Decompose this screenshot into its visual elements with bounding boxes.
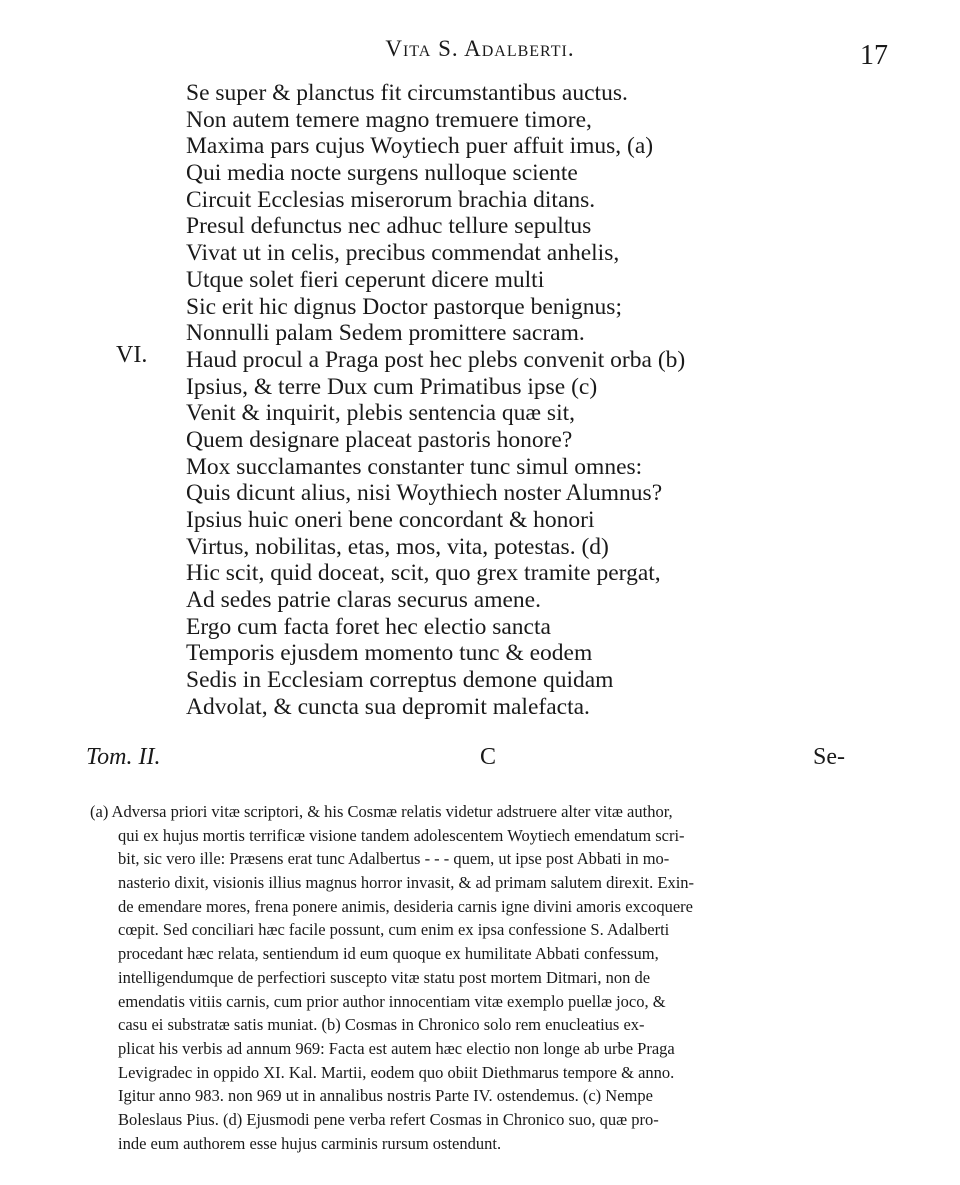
footnote-line: Igitur anno 983. non 969 ut in annalibus nostris Parte IV. ostendemus. (c) Nempe bbox=[118, 1086, 653, 1106]
poem-line: Ipsius huic oneri bene concordant & honori bbox=[186, 507, 595, 533]
footnote-line: bit, sic vero ille: Præsens erat tunc Adalbertus - - - quem, ut ipse post Abbati in mo- bbox=[118, 849, 670, 869]
footnote-line: Boleslaus Pius. (d) Ejusmodi pene verba refert Cosmas in Chronico suo, quæ pro- bbox=[118, 1109, 659, 1129]
poem-line: Ad sedes patrie claras securus amene. bbox=[186, 587, 541, 614]
poem-line: Advolat, & cuncta sua depromit malefacta. bbox=[186, 693, 590, 720]
page-number: 17 bbox=[860, 40, 888, 71]
poem-line: Se super & planctus fit circumstantibus auctus. bbox=[186, 80, 628, 106]
poem-line: Quem designare placeat pastoris honore? bbox=[186, 426, 573, 453]
signature-mark: C bbox=[480, 744, 497, 770]
poem-line: Nonnulli palam Sedem promittere sacram. bbox=[186, 320, 585, 347]
poem-line: Utque solet fieri ceperunt dicere multi bbox=[186, 266, 545, 293]
poem-line: Non autem temere magno tremuere timore, bbox=[186, 106, 592, 133]
footnote-line: procedant hæc relata, sentiendum id eum quoque ex humilitate Abbati confessum, bbox=[118, 944, 659, 964]
poem-line: Maxima pars cujus Woytiech puer affuit imus, (a) bbox=[186, 133, 654, 160]
poem-line: Ergo cum facta foret hec electio sancta bbox=[186, 613, 551, 640]
poem-line: Haud procul a Praga post hec plebs convenit orba (b) bbox=[186, 346, 686, 373]
poem-line: Temporis ejusdem momento tunc & eodem bbox=[186, 640, 593, 667]
footnote-line: inde eum authorem esse hujus carminis rursum ostendunt. bbox=[118, 1133, 502, 1153]
poem-line: Sic erit hic dignus Doctor pastorque benignus; bbox=[186, 293, 622, 320]
poem-line: Sedis in Ecclesiam correptus demone quidam bbox=[186, 667, 614, 694]
footnotes bbox=[90, 800, 882, 1155]
poem-line: Qui media nocte surgens nulloque sciente bbox=[186, 160, 578, 187]
footnote-line: de emendare mores, frena ponere animis, desideria carnis igne divini amoris excoquere bbox=[118, 896, 693, 916]
poem-line: Hic scit, quid doceat, scit, quo grex tramite pergat, bbox=[186, 560, 661, 587]
poem-line: Circuit Ecclesias miserorum brachia ditans. bbox=[186, 186, 596, 213]
running-title: Vita S. Adalberti. bbox=[385, 36, 575, 61]
poem-line: Quis dicunt alius, nisi Woythiech noster Alumnus? bbox=[186, 480, 663, 507]
footnote-line: intelligendumque de perfectiori suscepto vitæ statu post mortem Ditmari, non de bbox=[118, 967, 651, 987]
section-number: VI. bbox=[116, 342, 148, 368]
footnote-line: (a) Adversa priori vitæ scriptori, & his Cosmæ relatis videtur adstruere alter vitæ author, bbox=[90, 802, 673, 821]
catchword: Se- bbox=[813, 744, 845, 770]
footnote-line: emendatis vitiis carnis, cum prior author innocentiam vitæ exemplo puellæ joco, & bbox=[118, 991, 666, 1011]
poem-text bbox=[186, 80, 886, 721]
footnote-line: nasterio dixit, visionis illius magnus horror invasit, & ad primam salutem direxit. Exin- bbox=[118, 873, 695, 893]
volume-mark: Tom. II. bbox=[86, 744, 161, 770]
page-footer bbox=[0, 744, 960, 778]
footnote-line: plicat his verbis ad annum 969: Facta est autem hæc electio non longe ab urbe Praga bbox=[118, 1038, 675, 1058]
footnote-line: cœpit. Sed conciliari hæc facile possunt, cum enim ex ipsa confessione S. Adalberti bbox=[118, 920, 670, 940]
poem-line: Mox succlamantes constanter tunc simul omnes: bbox=[186, 453, 643, 480]
poem-line: Virtus, nobilitas, etas, mos, vita, potestas. (d) bbox=[186, 533, 609, 560]
poem-line: Venit & inquirit, plebis sentencia quæ sit, bbox=[186, 400, 576, 427]
footnote-line: qui ex hujus mortis terrificæ visione tandem adolescentem Woytiech emendatum scri- bbox=[118, 825, 685, 845]
poem-line: Ipsius, & terre Dux cum Primatibus ipse (c) bbox=[186, 373, 598, 400]
footnote-line: casu ei substratæ satis muniat. (b) Cosmas in Chronico solo rem enucleatius ex- bbox=[118, 1015, 645, 1035]
poem-line: Vivat ut in celis, precibus commendat anhelis, bbox=[186, 240, 620, 267]
poem-line: Presul defunctus nec adhuc tellure sepultus bbox=[186, 213, 592, 240]
footnote-line: Levigradec in oppido XI. Kal. Martii, eodem quo obiit Diethmarus tempore & anno. bbox=[118, 1062, 675, 1082]
